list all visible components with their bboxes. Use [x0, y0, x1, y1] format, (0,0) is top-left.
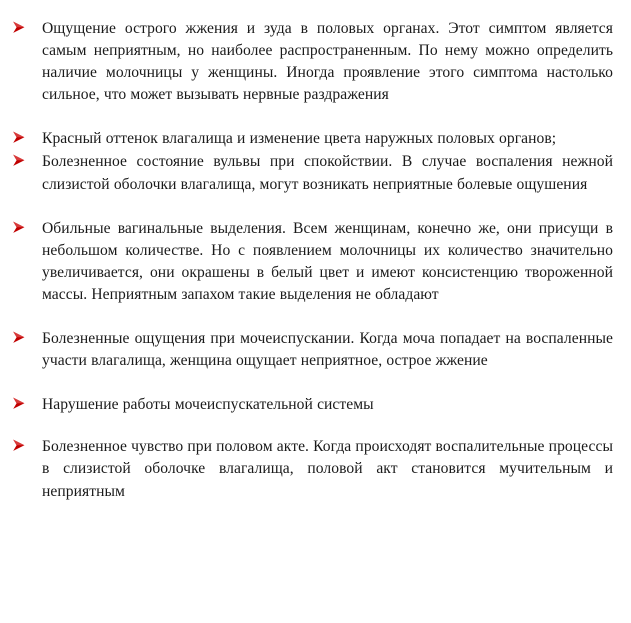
- arrow-right-bullet-icon: [12, 438, 32, 455]
- list-item: [10, 436, 613, 502]
- spacer: [10, 416, 613, 436]
- arrow-right-bullet-icon: [12, 396, 32, 413]
- arrow-right-bullet-icon: [12, 20, 32, 37]
- list-item: [10, 151, 613, 195]
- arrow-right-bullet-icon: [12, 220, 32, 237]
- list-item-text: Красный оттенок влагалища и изменение цвета наружных половых органов;: [42, 130, 557, 148]
- list-item-text: Нарушение работы мочеиспускательной системы: [42, 396, 374, 414]
- spacer: [10, 372, 613, 394]
- list-item: [10, 218, 613, 306]
- list-item: [10, 394, 613, 416]
- list-item: [10, 18, 613, 106]
- list-item-text: Ощущение острого жжения и зуда в половых органах. Этот симптом является самым неприятным, но наиболее распространенным. По нему можно определить наличие молочницы у женщины. Иногда проявление этого симптома настолько сильное, что может вызывать нервные раздражения: [42, 20, 613, 104]
- arrow-right-bullet-icon: [12, 153, 32, 170]
- symptom-bullet-list: [10, 18, 613, 503]
- arrow-right-bullet-icon: [12, 130, 32, 147]
- list-item: [10, 328, 613, 372]
- list-item-text: Болезненное чувство при половом акте. Когда происходят воспалительные процессы в слизистой оболочке влагалища, половой акт становится мучительным и неприятным: [42, 438, 613, 500]
- arrow-right-bullet-icon: [12, 330, 32, 347]
- spacer: [10, 196, 613, 218]
- list-item-text: Болезненное состояние вульвы при спокойствии. В случае воспаления нежной слизистой оболочки влагалища, могут возникать неприятные болевые ощушения: [42, 153, 613, 193]
- list-item-text: Болезненные ощущения при мочеиспускании. Когда моча попадает на воспаленные участи влагалища, женщина ощущает неприятное, острое жжение: [42, 330, 613, 370]
- spacer: [10, 106, 613, 128]
- list-item: [10, 128, 613, 150]
- spacer: [10, 306, 613, 328]
- list-item-text: Обильные вагинальные выделения. Всем женщинам, конечно же, они присущи в небольшом количестве. Но с появлением молочницы их количество значительно увеличивается, они окрашены в белый цвет и имеют консистенцию твороженной массы. Неприятным запахом такие выделения не обладают: [42, 219, 613, 303]
